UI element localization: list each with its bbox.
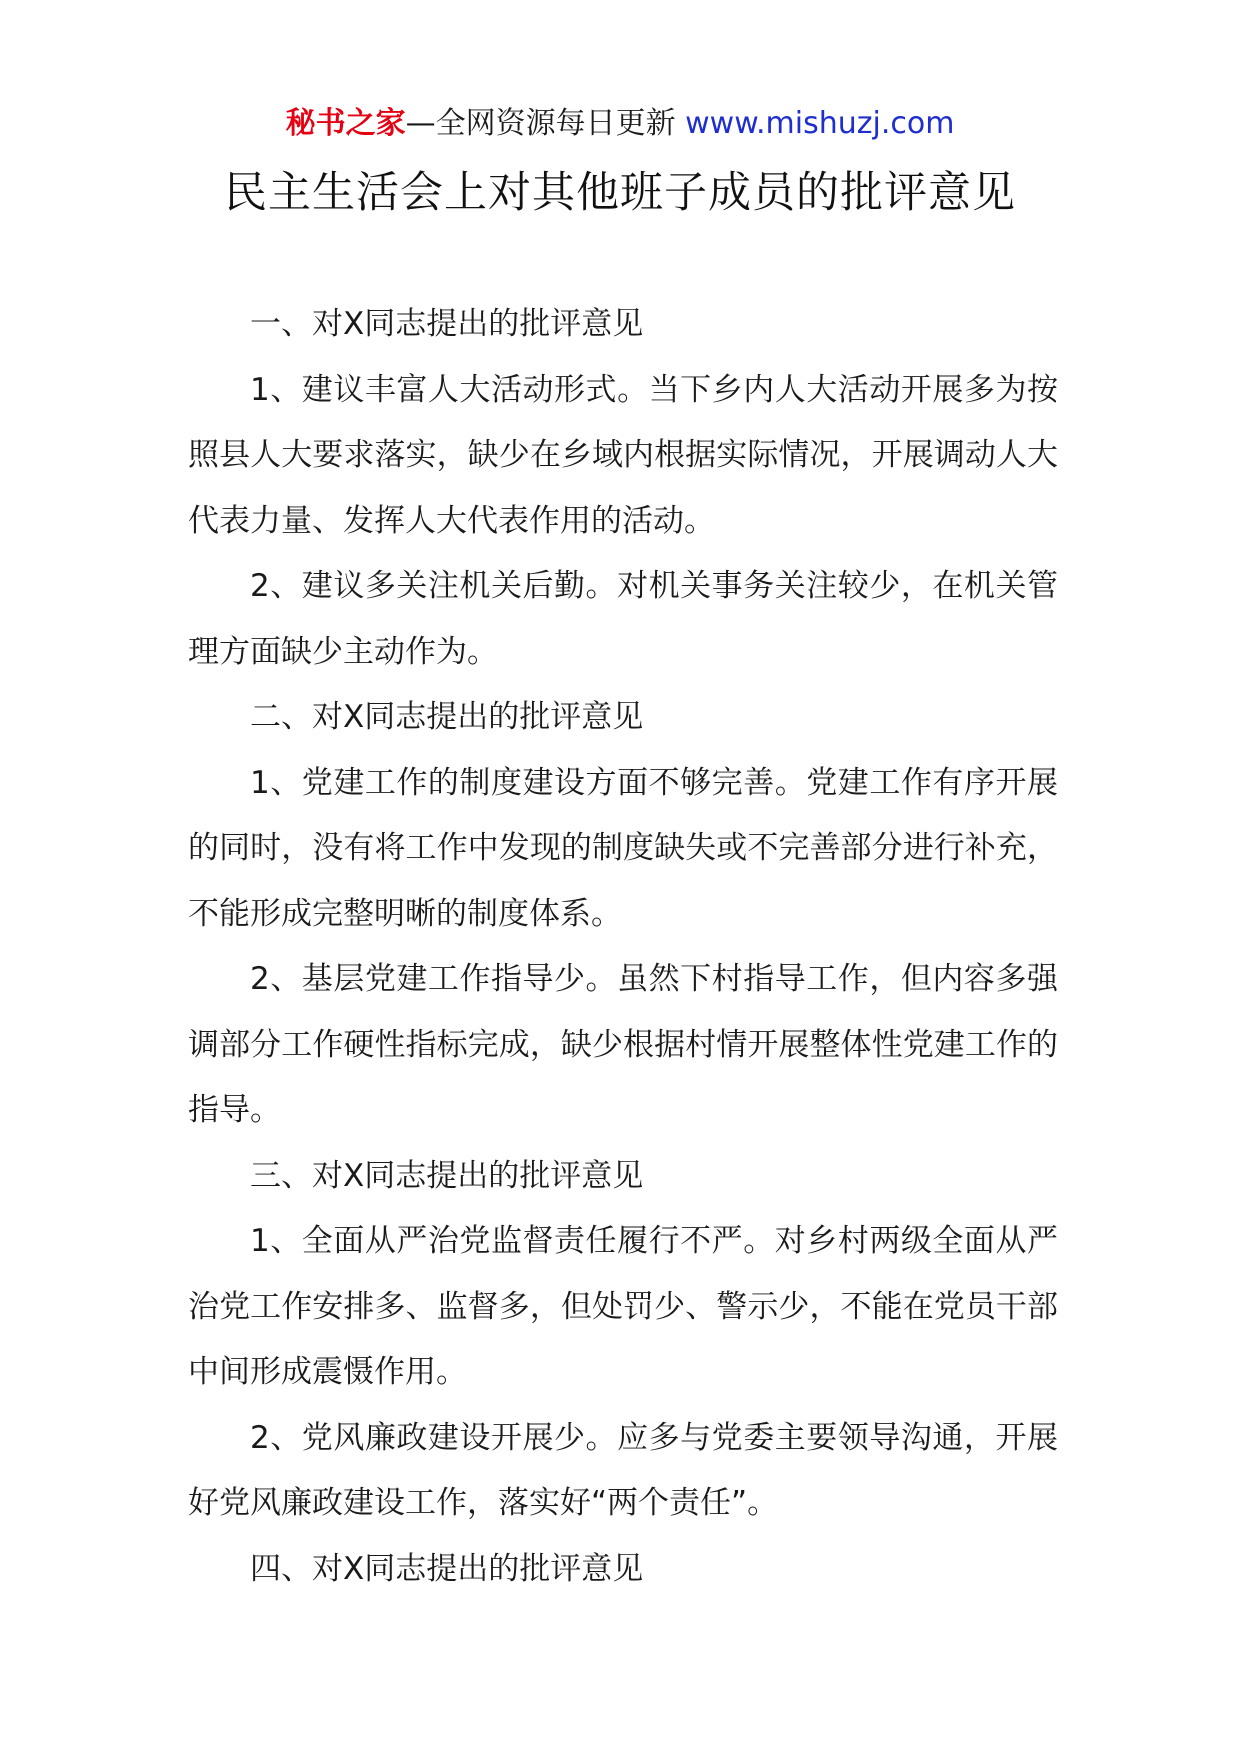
section-heading-4: 四、对X同志提出的批评意见 xyxy=(250,1550,644,1587)
document-title: 民主生活会上对其他班子成员的批评意见 xyxy=(224,168,1016,218)
paragraph: 2、基层党建工作指导少。虽然下村指导工作，但内容多强调部分工作硬性指标完成，缺少根据村情开展整体性党建工作的指导。 xyxy=(188,961,1058,1128)
brand-name: 秘书之家 xyxy=(285,106,406,141)
section-heading-1: 一、对X同志提出的批评意见 xyxy=(250,306,644,342)
document-body xyxy=(188,292,1058,1602)
paragraph: 1、全面从严治党监督责任履行不严。对乡村两级全面从严治党工作安排多、监督多，但处罚少、警示少，不能在党员干部中间形成震慑作用。 xyxy=(188,1223,1058,1390)
section-heading-3: 三、对X同志提出的批评意见 xyxy=(250,1157,644,1194)
paragraph: 1、党建工作的制度建设方面不够完善。党建工作有序开展的同时，没有将工作中发现的制度缺失或不完善部分进行补充，不能形成完整明晰的制度体系。 xyxy=(188,764,1058,932)
header-slogan: —全网资源每日更新 xyxy=(405,106,686,141)
paragraph: 2、建议多关注机关后勤。对机关事务关注较少，在机关管理方面缺少主动作为。 xyxy=(188,568,1058,670)
site-header xyxy=(0,100,1240,148)
section-heading-2: 二、对X同志提出的批评意见 xyxy=(250,699,644,735)
paragraph: 2、党风廉政建设开展少。应多与党委主要领导沟通，开展好党风廉政建设工作，落实好“两个责任”。 xyxy=(188,1419,1058,1521)
paragraph: 1、建议丰富人大活动形式。当下乡内人大活动开展多为按照县人大要求落实，缺少在乡域内根据实际情况，开展调动人大代表力量、发挥人大代表作用的活动。 xyxy=(188,371,1058,539)
site-url-link[interactable]: www.mishuzj.com xyxy=(685,106,955,141)
